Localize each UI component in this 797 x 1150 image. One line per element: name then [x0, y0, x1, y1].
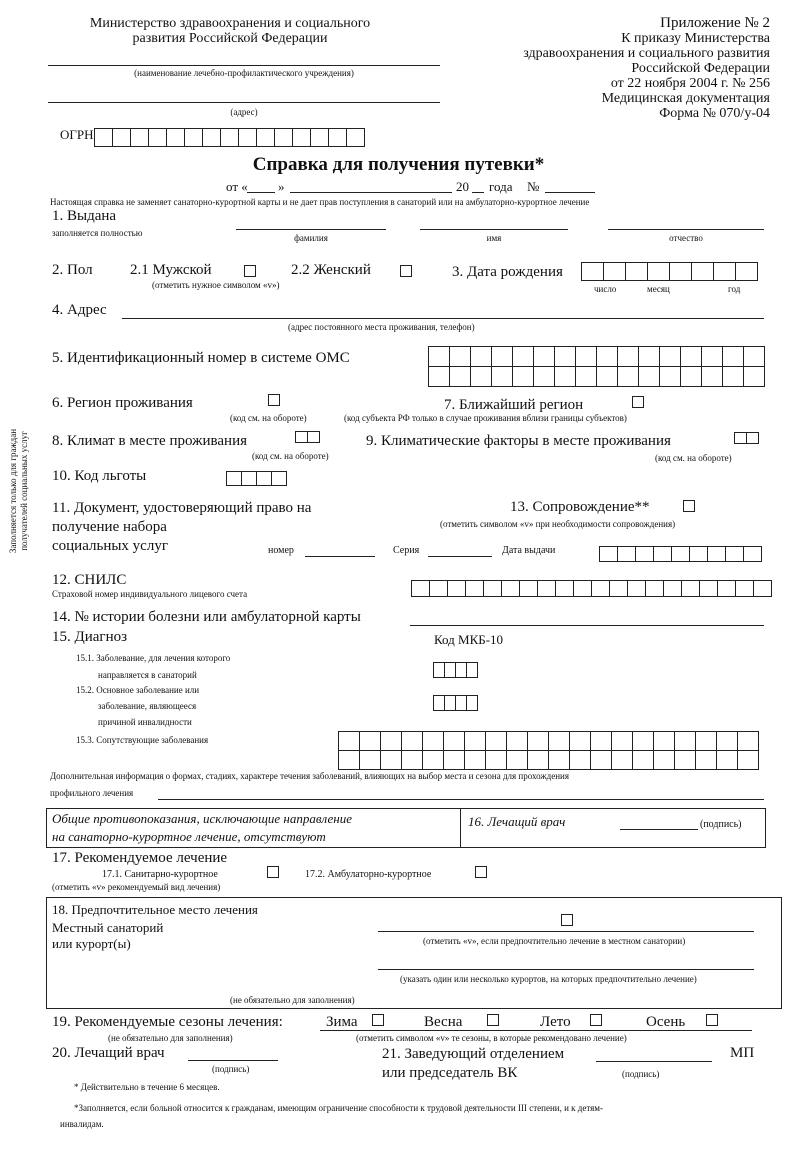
diagnosis-15-1 [76, 650, 230, 684]
sex-male-checkbox[interactable] [244, 265, 256, 277]
birth-day-caption: число [594, 284, 617, 294]
oms-id-cells[interactable] [428, 346, 764, 386]
additional-info-line[interactable] [158, 799, 764, 800]
side-note-line-2: получателей социальных услуг [19, 431, 29, 551]
department-head-label [382, 1045, 564, 1083]
climate-factors-label: 9. Климатические факторы в месте проживания [366, 433, 671, 449]
season-autumn-checkbox[interactable] [706, 1014, 718, 1026]
annex-line: К приказу Министерства [621, 31, 770, 46]
ogrn-cells[interactable] [95, 128, 365, 147]
resorts-line[interactable] [378, 969, 754, 970]
annex-title: Приложение № 2 [660, 15, 770, 31]
local-sanatorium-line-1: Местный санаторий [52, 920, 164, 935]
birth-month-caption: месяц [647, 284, 670, 294]
annex-line: Медицинская документация [601, 91, 770, 106]
climate-factors-cells[interactable] [735, 432, 759, 444]
annex-line: Форма № 070/у-04 [659, 106, 770, 121]
climate-label: 8. Климат в месте проживания [52, 433, 247, 449]
department-head-signature-caption: (подпись) [622, 1069, 660, 1079]
diagnosis-label: 15. Диагноз [52, 629, 128, 645]
issued-to-label: 1. Выдана [52, 208, 117, 224]
name-line[interactable] [420, 229, 568, 230]
address-label: 4. Адрес [52, 302, 107, 318]
contraindications-line-2: на санаторно-курортное лечение, отсутствуют [52, 829, 326, 844]
side-note-line-1: Заполняется только для граждан [8, 428, 18, 554]
region-hint: (код см. на обороте) [230, 413, 307, 423]
escort-label: 13. Сопровождение** [510, 499, 650, 515]
additional-info-line-1: Дополнительная информация о формах, стадиях, характере течения заболеваний, влияющих на выбор места и сезона для прохождения [50, 771, 569, 781]
footnote-escort-line-1: *Заполняется, если больной относится к гражданам, имеющим ограничение способности к трудовой деятельности III степени, и к детям- [74, 1103, 603, 1113]
icd10-label: Код МКБ-10 [434, 632, 504, 647]
surname-line[interactable] [236, 229, 386, 230]
recommended-treatment-hint: (отметить «v» рекомендуемый вид лечения) [52, 882, 221, 892]
sanatorium-treatment-label: 17.1. Санитарно-курортное [102, 869, 218, 880]
snils-label: 12. СНИЛС [52, 572, 127, 588]
name-caption: имя [486, 233, 502, 243]
diagnosis-15-1-line-2: направляется в санаторий [98, 670, 197, 680]
ogrn-label: ОГРН [60, 127, 94, 142]
birthdate-label: 3. Дата рождения [452, 264, 563, 280]
ministry-line-1: Министерство здравоохранения и социального [89, 16, 371, 31]
side-note [8, 376, 30, 606]
birth-year-caption: год [728, 284, 741, 294]
doc-number-line[interactable] [305, 556, 375, 557]
diagnosis-15-3: 15.3. Сопутствующие заболевания [76, 735, 209, 745]
ministry-line-2: развития Российской Федерации [132, 31, 328, 46]
snils-hint: Страховой номер индивидуального лицевого счета [52, 589, 248, 599]
seasons-optional-hint: (не обязательно для заполнения) [108, 1033, 233, 1043]
diagnosis-15-1-line-1: 15.1. Заболевание, для лечения которого [76, 653, 231, 663]
entitlement-doc-line-3: социальных услуг [52, 538, 168, 554]
sex-label: 2. Пол [52, 262, 93, 278]
contraindications-divider [460, 808, 461, 848]
footnote-validity: * Действительно в течение 6 месяцев. [74, 1082, 220, 1092]
annex-line: Российской Федерации [631, 61, 770, 76]
attending-doctor-20-signature-caption: (подпись) [212, 1064, 250, 1074]
doc-issue-date-label: Дата выдачи [502, 545, 556, 556]
climate-hint: (код см. на обороте) [252, 451, 329, 461]
diagnosis-15-2-line-2: заболевание, являющееся [98, 701, 197, 711]
season-autumn-label: Осень [646, 1014, 686, 1030]
local-sanatorium-line-2: или курорт(ы) [52, 936, 131, 951]
surname-caption: фамилия [294, 233, 328, 243]
patronymic-line[interactable] [608, 229, 764, 230]
date-year-prefix: 20 [456, 179, 469, 194]
medical-record-label: 14. № истории болезни или амбулаторной карты [52, 609, 361, 625]
form-title: Справка для получения путевки* [252, 154, 545, 175]
entitlement-doc-line-1: 11. Документ, удостоверяющий право на [52, 500, 312, 516]
outpatient-treatment-checkbox[interactable] [475, 866, 487, 878]
climate-factors-hint: (код см. на обороте) [655, 453, 732, 463]
date-year-word: года [489, 179, 513, 194]
stamp-place: МП [730, 1045, 755, 1061]
date-month-line[interactable] [290, 192, 452, 193]
ministry-name [75, 16, 385, 46]
doc-number-label: номер [268, 545, 294, 556]
number-sign: № [527, 179, 540, 194]
icd10-main-cells[interactable] [434, 662, 478, 678]
attending-doctor-20-label: 20. Лечащий врач [52, 1045, 165, 1061]
address-line[interactable] [48, 102, 440, 103]
contraindications-line-1: Общие противопоказания, исключающие направление [52, 811, 352, 826]
benefit-code-label: 10. Код льготы [52, 468, 147, 484]
outpatient-treatment-label: 17.2. Амбулаторно-курортное [305, 869, 432, 880]
season-summer-label: Лето [540, 1014, 571, 1030]
region-label: 6. Регион проживания [52, 395, 193, 411]
season-winter-checkbox[interactable] [372, 1014, 384, 1026]
institution-line[interactable] [48, 65, 440, 66]
annex-line: от 22 ноября 2004 г. № 256 [610, 76, 770, 91]
sex-male-label: 2.1 Мужской [130, 262, 212, 278]
annex-line: здравоохранения и социального развития [523, 46, 770, 61]
additional-info-line-2: профильного лечения [50, 788, 134, 798]
date-from-label: от « [226, 179, 248, 194]
institution-caption: (наименование лечебно-профилактического учреждения) [134, 68, 354, 78]
season-spring-label: Весна [424, 1014, 463, 1030]
issued-to-hint: заполняется полностью [52, 228, 143, 238]
residence-address-line[interactable] [122, 318, 764, 319]
nearest-region-label: 7. Ближайший регион [444, 397, 584, 413]
snils-cells[interactable] [412, 580, 772, 597]
sex-hint: (отметить нужное символом «v») [152, 280, 280, 290]
season-spring-checkbox[interactable] [487, 1014, 499, 1026]
attending-doctor-20-signature-line[interactable] [188, 1060, 278, 1061]
diagnosis-15-2-line-3: причиной инвалидности [98, 717, 192, 727]
season-winter-label: Зима [326, 1014, 358, 1030]
entitlement-doc-line-2: получение набора [52, 519, 167, 535]
icd10-comorbid-cells[interactable] [338, 731, 758, 769]
seasons-line [320, 1030, 752, 1031]
doc-series-line[interactable] [428, 556, 492, 557]
doc-issue-date-cells[interactable] [600, 546, 762, 562]
residence-address-hint: (адрес постоянного места проживания, телефон) [288, 322, 475, 332]
seasons-label: 19. Рекомендуемые сезоны лечения: [52, 1014, 283, 1030]
nearest-region-hint: (код субъекта РФ только в случае проживания вблизи границы субъектов) [344, 413, 627, 423]
climate-code-cells[interactable] [296, 431, 320, 443]
diagnosis-15-2 [76, 682, 199, 730]
address-caption: (адрес) [230, 107, 258, 117]
attending-doctor-16-signature-caption: (подпись) [700, 819, 742, 830]
doc-series-label: Серия [393, 545, 420, 556]
resorts-hint: (указать один или несколько курортов, на которых предпочтительно лечение) [400, 974, 697, 984]
oms-id-label: 5. Идентификационный номер в системе ОМС [52, 350, 350, 366]
date-year-line[interactable] [472, 192, 484, 193]
preferred-place-optional-hint: (не обязательно для заполнения) [230, 995, 355, 1005]
department-head-signature-line[interactable] [596, 1061, 712, 1062]
local-sanatorium-line[interactable] [378, 931, 754, 932]
nearest-region-cell[interactable] [632, 396, 644, 408]
footnote-escort-line-2: инвалидам. [60, 1119, 104, 1129]
local-sanatorium-hint: (отметить «v», если предпочтительно лечение в местном санатории) [423, 936, 686, 946]
escort-hint: (отметить символом «v» при необходимости сопровождения) [440, 519, 676, 529]
recommended-treatment-label: 17. Рекомендуемое лечение [52, 850, 228, 866]
department-head-line-2: или председатель ВК [382, 1065, 518, 1081]
sex-female-checkbox[interactable] [400, 265, 412, 277]
notice-text: Настоящая справка не заменяет санаторно-курортной карты и не дает прав поступления в санаторий или на амбулаторно-курортное лечение [50, 197, 590, 207]
local-sanatorium-checkbox[interactable] [561, 914, 573, 926]
diagnosis-15-2-line-1: 15.2. Основное заболевание или [76, 685, 200, 695]
date-quote: » [278, 179, 285, 194]
attending-doctor-16-label: 16. Лечащий врач [468, 814, 566, 829]
annex-block [523, 16, 770, 121]
benefit-code-cells[interactable] [227, 471, 287, 486]
season-summer-checkbox[interactable] [590, 1014, 602, 1026]
sanatorium-treatment-checkbox[interactable] [267, 866, 279, 878]
department-head-line-1: 21. Заведующий отделением [382, 1046, 565, 1062]
local-sanatorium-label [52, 920, 163, 952]
seasons-hint: (отметить символом «v» те сезоны, в которые рекомендовано лечение) [356, 1033, 627, 1043]
date-day-line[interactable] [247, 192, 275, 193]
medical-record-line[interactable] [410, 625, 764, 626]
preferred-place-label: 18. Предпочтительное место лечения [52, 902, 258, 917]
region-code-cell[interactable] [268, 394, 280, 406]
birthdate-cells[interactable] [582, 262, 758, 281]
contraindications-text [52, 810, 352, 846]
attending-doctor-16-signature-line[interactable] [620, 829, 698, 830]
patronymic-caption: отчество [669, 233, 703, 243]
sex-female-label: 2.2 Женский [291, 262, 371, 278]
number-line[interactable] [545, 192, 595, 193]
escort-checkbox[interactable] [683, 500, 695, 512]
icd10-disability-cells[interactable] [434, 695, 478, 711]
